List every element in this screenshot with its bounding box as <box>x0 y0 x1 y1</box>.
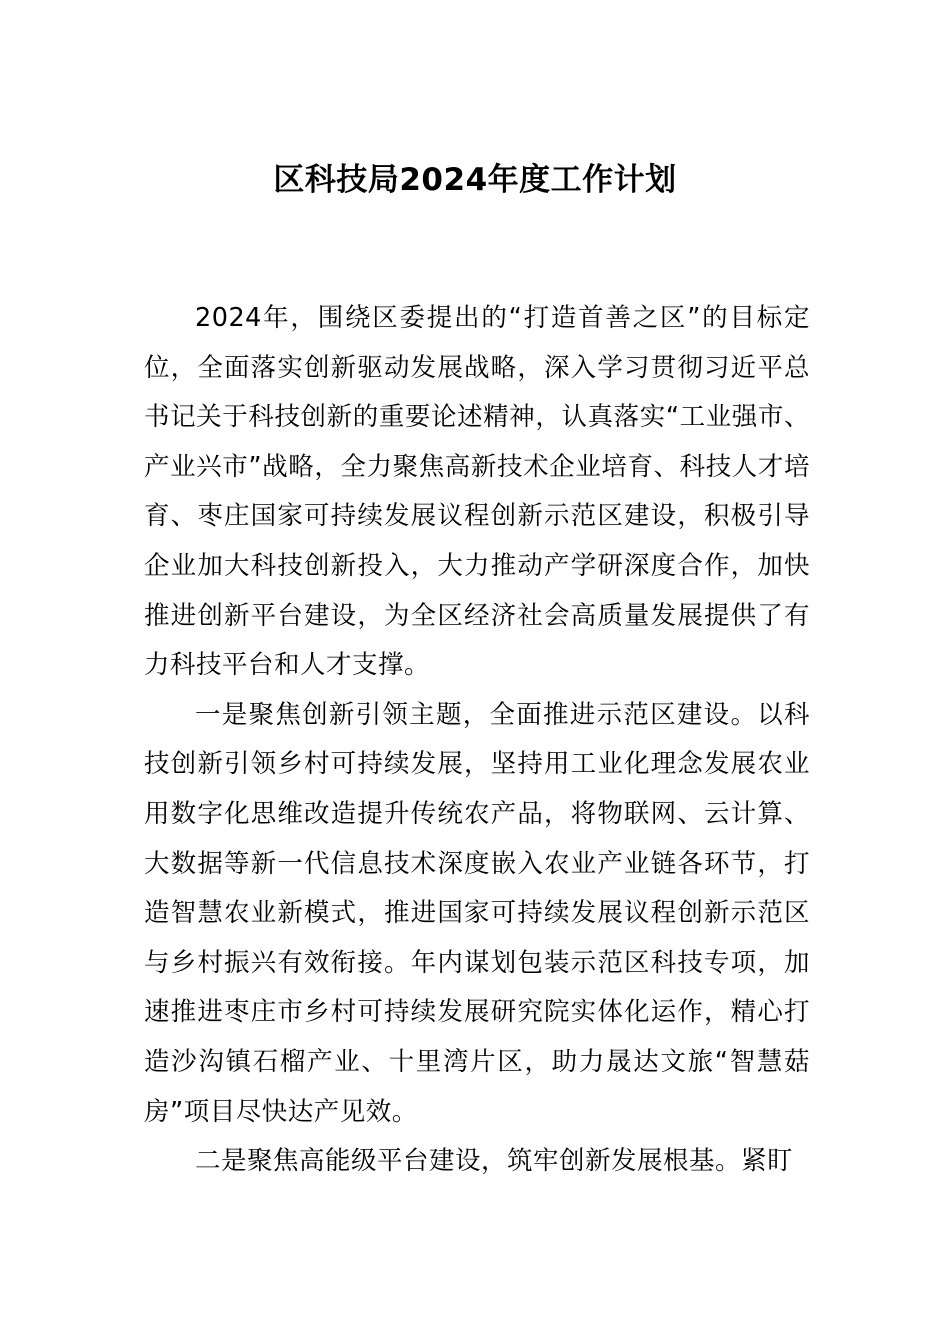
paragraph-intro: 2024年，围绕区委提出的“打造首善之区”的目标定位，全面落实创新驱动发展战略，深入学习贯彻习近平总书记关于科技创新的重要论述精神，认真落实“工业强市、产业兴市”战略，全力聚焦高新技术企业培育、科技人才培育、枣庄国家可持续发展议程创新示范区建设，积极引导企业加大科技创新投入，大力推动产学研深度合作，加快推进创新平台建设，为全区经济社会高质量发展提供了有力科技平台和人才支撑。 <box>144 303 810 681</box>
paragraph-point-one: 一是聚焦创新引领主题，全面推进示范区建设。以科技创新引领乡村可持续发展，坚持用工业化理念发展农业用数字化思维改造提升传统农产品，将物联网、云计算、大数据等新一代信息技术深度嵌入农业产业链各环节，打造智慧农业新模式，推进国家可持续发展议程创新示范区与乡村振兴有效衔接。年内谋划包装示范区科技专项，加速推进枣庄市乡村可持续发展研究院实体化运作，精心打造沙沟镇石榴产业、十里湾片区，助力晟达文旅“智慧菇房”项目尽快达产见效。 <box>144 699 810 1127</box>
paragraph-point-two: 二是聚焦高能级平台建设，筑牢创新发展根基。紧盯 <box>195 1146 794 1177</box>
document-title: 区科技局2024年度工作计划 <box>273 162 677 198</box>
document-body <box>144 294 810 1187</box>
